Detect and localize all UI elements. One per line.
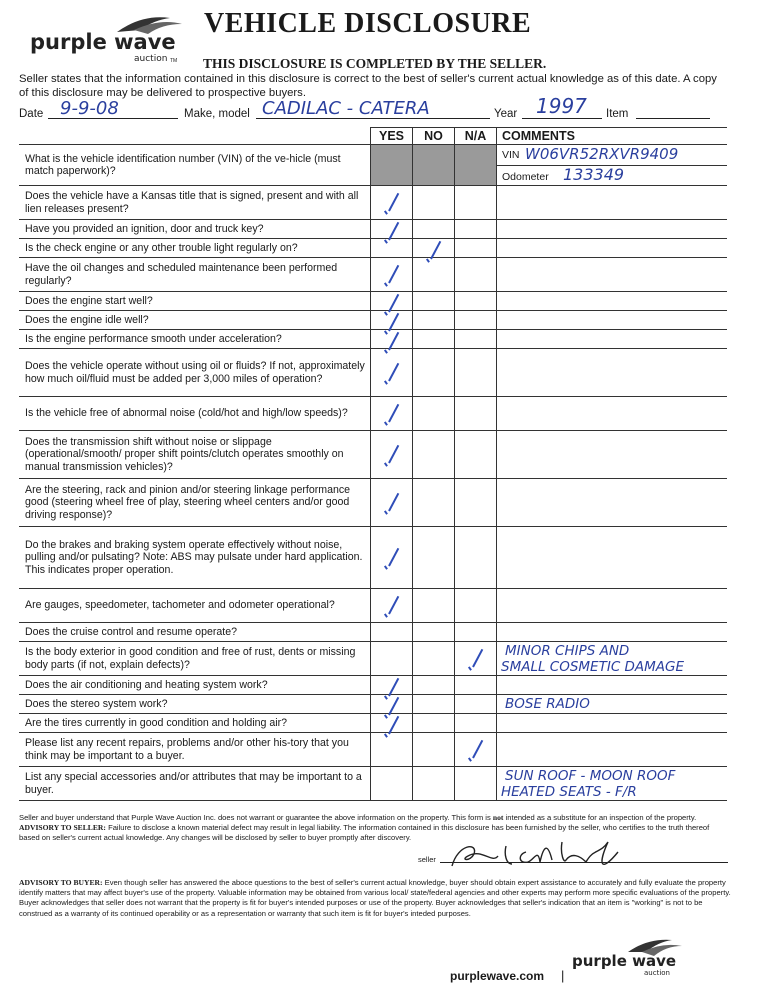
- buyer-disclaimer: ADVISORY TO BUYER: Even though seller has answered the aboce questions to the best of seller's current actual knowledge, buyer should obtain expert assistance to accurately and fully evaluate the property identify matters that may affect buyer's use of the property. Valuable information may be obtained from various local/ state/federal agencies and other experts may perform more specific evaluations of the property. Buyer acknowledges that seller does not warrant that the property is fit for buyer's intended purposes or use of the property. Buyer acknowledges that seller's indication that an item is "working" is not to be construed as a warranty of its continued operability or as a representation or warranty that such item is fit for buyer's inteded purposes.: [19, 878, 731, 918]
- answer-no[interactable]: [413, 330, 455, 349]
- comment-text: MINOR CHIPS AND: [505, 642, 630, 659]
- table-row: [19, 311, 727, 330]
- header-comments: COMMENTS: [497, 128, 728, 145]
- answer-no[interactable]: [413, 145, 455, 186]
- checkmark-icon: [385, 404, 395, 422]
- comment-text-line2: HEATED SEATS - F/R: [501, 783, 637, 800]
- answer-yes[interactable]: [371, 311, 413, 330]
- comment-cell[interactable]: [497, 258, 728, 292]
- checkmark-icon: [385, 716, 395, 734]
- checkmark-icon: [427, 241, 437, 259]
- checkmark-icon: [469, 649, 479, 667]
- answer-na[interactable]: [455, 767, 497, 801]
- page-title: VEHICLE DISCLOSURE: [204, 8, 532, 39]
- answer-no[interactable]: [413, 642, 455, 676]
- year-value: 1997: [536, 94, 587, 118]
- table-row: [19, 349, 727, 397]
- question-text: Does the transmission shift without noise or slippage (operational/smooth/ proper shift points/clutch operates smoothly on manual transmission vehicles)?: [19, 431, 371, 479]
- table-row: [19, 258, 727, 292]
- checkmark-icon: [385, 222, 395, 240]
- question-text: Is the body exterior in good condition and free of rust, dents or missing body parts (if not, explain defects)?: [19, 642, 371, 676]
- checkmark-icon: [385, 332, 395, 350]
- answer-yes[interactable]: [371, 733, 413, 767]
- answer-yes[interactable]: [371, 527, 413, 589]
- question-text: Have you provided an ignition, door and truck key?: [19, 220, 371, 239]
- question-text: Have the oil changes and scheduled maintenance been performed regularly?: [19, 258, 371, 292]
- answer-na[interactable]: [455, 676, 497, 695]
- answer-yes[interactable]: [371, 258, 413, 292]
- comment-cell[interactable]: [497, 733, 728, 767]
- answer-no[interactable]: [413, 397, 455, 431]
- checkmark-icon: [385, 678, 395, 696]
- comment-cell[interactable]: [497, 145, 728, 186]
- year-label: Year: [494, 108, 518, 120]
- answer-na[interactable]: [455, 397, 497, 431]
- answer-yes[interactable]: [371, 431, 413, 479]
- comment-cell[interactable]: [497, 431, 728, 479]
- answer-na[interactable]: [455, 220, 497, 239]
- answer-no[interactable]: [413, 239, 455, 258]
- answer-no[interactable]: [413, 733, 455, 767]
- intro-text: Seller states that the information contained in this disclosure is correct to the best of seller's current actual knowledge as of this date. A copy of this disclosure may be delivered to prospective buyers.: [19, 73, 717, 99]
- answer-na[interactable]: [455, 186, 497, 220]
- answer-na[interactable]: [455, 642, 497, 676]
- comment-cell[interactable]: [497, 527, 728, 589]
- answer-yes[interactable]: [371, 589, 413, 623]
- answer-no[interactable]: [413, 676, 455, 695]
- table-row: [19, 623, 727, 642]
- table-header-row: [19, 128, 727, 145]
- question-text: Does the vehicle operate without using oil or fluids? If not, approximately how much oil/fluid must be added per 3,000 miles of operation?: [19, 349, 371, 397]
- header-na: N/A: [455, 128, 497, 145]
- purple-wave-logo: [22, 12, 192, 64]
- answer-na[interactable]: [455, 330, 497, 349]
- footer-logo-name: purple wave: [572, 952, 677, 970]
- comment-cell[interactable]: [497, 767, 728, 801]
- seller-signature: [448, 834, 648, 874]
- question-text: Is the check engine or any other trouble light regularly on?: [19, 239, 371, 258]
- question-text: Please list any recent repairs, problems and/or other his-tory that you think may be important to a buyer.: [19, 733, 371, 767]
- comment-cell[interactable]: [497, 292, 728, 311]
- question-text: Is the engine performance smooth under acceleration?: [19, 330, 371, 349]
- seller-label: seller: [418, 855, 436, 864]
- question-text: Are gauges, speedometer, tachometer and odometer operational?: [19, 589, 371, 623]
- logo-tm: TM: [170, 58, 178, 64]
- odometer-label: Odometer: [502, 171, 549, 183]
- comment-cell[interactable]: [497, 397, 728, 431]
- disclosure-table: [19, 127, 727, 801]
- question-text: Are the steering, rack and pinion and/or steering linkage performance good (steering wheel free of play, steering wheel centers and/or good driving response)?: [19, 479, 371, 527]
- table-row: [19, 431, 727, 479]
- answer-na[interactable]: [455, 589, 497, 623]
- checkmark-icon: [385, 445, 395, 463]
- table-row: [19, 642, 727, 676]
- answer-no[interactable]: [413, 349, 455, 397]
- answer-na[interactable]: [455, 292, 497, 311]
- table-row: [19, 479, 727, 527]
- comment-cell[interactable]: [497, 311, 728, 330]
- date-label: Date: [19, 108, 44, 120]
- question-text: Are the tires currently in good condition and holding air?: [19, 714, 371, 733]
- answer-no[interactable]: [413, 714, 455, 733]
- answer-no[interactable]: [413, 311, 455, 330]
- answer-no[interactable]: [413, 292, 455, 311]
- answer-no[interactable]: [413, 767, 455, 801]
- comment-cell[interactable]: [497, 239, 728, 258]
- answer-yes[interactable]: [371, 767, 413, 801]
- table-row: [19, 330, 727, 349]
- table-row: [19, 589, 727, 623]
- checkmark-icon: [385, 548, 395, 566]
- make-model-value: CADILAC - CATERA: [262, 98, 430, 119]
- header-yes: YES: [371, 128, 413, 145]
- answer-yes[interactable]: [371, 676, 413, 695]
- answer-na[interactable]: [455, 349, 497, 397]
- question-text: List any special accessories and/or attributes that may be important to a buyer.: [19, 767, 371, 801]
- footer-logo: [568, 936, 688, 980]
- checkmark-icon: [385, 265, 395, 283]
- comment-cell[interactable]: [497, 589, 728, 623]
- checkmark-icon: [385, 363, 395, 381]
- answer-yes[interactable]: [371, 349, 413, 397]
- answer-na[interactable]: [455, 695, 497, 714]
- table-row: [19, 767, 727, 801]
- answer-no[interactable]: [413, 527, 455, 589]
- logo-name: purple wave: [30, 30, 176, 54]
- footer-logo-sub: auction: [644, 969, 670, 977]
- table-row: [19, 676, 727, 695]
- answer-no[interactable]: [413, 186, 455, 220]
- advisory-buyer-label: ADVISORY TO BUYER:: [19, 878, 103, 887]
- comment-text: BOSE RADIO: [505, 696, 590, 712]
- answer-na[interactable]: [455, 239, 497, 258]
- answer-no[interactable]: [413, 589, 455, 623]
- question-text: Does the vehicle have a Kansas title that is signed, present and with all lien releases present?: [19, 186, 371, 220]
- item-label: Item: [606, 108, 629, 120]
- checkmark-icon: [385, 596, 395, 614]
- comment-cell[interactable]: [497, 479, 728, 527]
- answer-na[interactable]: [455, 714, 497, 733]
- answer-yes[interactable]: [371, 623, 413, 642]
- answer-na[interactable]: [455, 431, 497, 479]
- answer-no[interactable]: [413, 479, 455, 527]
- comment-cell[interactable]: [497, 714, 728, 733]
- logo-sub: auction: [134, 54, 168, 64]
- table-row: [19, 220, 727, 239]
- answer-no[interactable]: [413, 220, 455, 239]
- answer-na[interactable]: [455, 479, 497, 527]
- answer-yes[interactable]: [371, 642, 413, 676]
- comment-cell[interactable]: [497, 642, 728, 676]
- checkmark-icon: [469, 740, 479, 758]
- question-text: Does the cruise control and resume operate?: [19, 623, 371, 642]
- question-text: Is the vehicle free of abnormal noise (cold/hot and high/low speeds)?: [19, 397, 371, 431]
- answer-yes[interactable]: [371, 479, 413, 527]
- checkmark-icon: [385, 193, 395, 211]
- question-text: Does the air conditioning and heating system work?: [19, 676, 371, 695]
- checkmark-icon: [385, 294, 395, 312]
- seller-disclaimer: Seller and buyer understand that Purple Wave Auction Inc. does not warrant or guarantee the above information on the property. This form is not intended as a substitute for an inspection of the property. ADVISORY TO SELLER: Failure to disclose a known material defect may result in legal liability. The information contained in this disclosure has been furnished by the seller, who certifies to the truth thereof based on seller's current actual knowledge. Any changes will be disclosed by seller to buyer promptly after discovery.: [19, 813, 710, 843]
- checkmark-icon: [385, 313, 395, 331]
- checkmark-icon: [385, 697, 395, 715]
- question-text: Does the engine idle well?: [19, 311, 371, 330]
- answer-yes[interactable]: [371, 695, 413, 714]
- comment-cell[interactable]: [497, 695, 728, 714]
- answer-yes[interactable]: [371, 292, 413, 311]
- advisory-seller-label: ADVISORY TO SELLER:: [19, 823, 106, 833]
- answer-yes[interactable]: [371, 714, 413, 733]
- header-no: NO: [413, 128, 455, 145]
- table-row: [19, 186, 727, 220]
- comment-cell[interactable]: [497, 676, 728, 695]
- answer-yes[interactable]: [371, 330, 413, 349]
- answer-yes[interactable]: [371, 145, 413, 186]
- answer-na[interactable]: [455, 258, 497, 292]
- table-row: [19, 527, 727, 589]
- answer-yes[interactable]: [371, 397, 413, 431]
- comment-cell[interactable]: [497, 220, 728, 239]
- comment-cell[interactable]: [497, 186, 728, 220]
- vin-value: W06VR52RXVR9409: [525, 145, 679, 163]
- date-value: 9-9-08: [60, 98, 119, 119]
- page-subtitle: THIS DISCLOSURE IS COMPLETED BY THE SELLER.: [203, 56, 547, 71]
- question-text: Do the brakes and braking system operate effectively without noise, pulling and/or pulsating? Note: ABS may pulsate under hard application. This indicates proper operation.: [19, 527, 371, 589]
- answer-na[interactable]: [455, 311, 497, 330]
- answer-yes[interactable]: [371, 220, 413, 239]
- table-row: [19, 397, 727, 431]
- table-row: [19, 695, 727, 714]
- answer-na[interactable]: [455, 733, 497, 767]
- question-text: What is the vehicle identification number (VIN) of the ve-hicle (must match paperwork)?: [19, 145, 371, 186]
- checkmark-icon: [385, 493, 395, 511]
- answer-na[interactable]: [455, 623, 497, 642]
- table-row: [19, 714, 727, 733]
- vin-label: VIN: [502, 149, 520, 161]
- comment-cell[interactable]: [497, 349, 728, 397]
- answer-no[interactable]: [413, 431, 455, 479]
- answer-yes[interactable]: [371, 239, 413, 258]
- answer-no[interactable]: [413, 623, 455, 642]
- question-text: Does the stereo system work?: [19, 695, 371, 714]
- comment-text: SUN ROOF - MOON ROOF: [505, 767, 676, 784]
- comment-cell[interactable]: [497, 623, 728, 642]
- make-model-label: Make, model: [184, 108, 250, 120]
- answer-na[interactable]: [455, 527, 497, 589]
- answer-na[interactable]: [455, 145, 497, 186]
- question-text: Does the engine start well?: [19, 292, 371, 311]
- table-row: [19, 733, 727, 767]
- table-row: [19, 292, 727, 311]
- table-row: [19, 145, 727, 186]
- answer-yes[interactable]: [371, 186, 413, 220]
- answer-no[interactable]: [413, 258, 455, 292]
- footer-separator: |: [561, 968, 565, 983]
- footer-url: purplewave.com: [450, 969, 545, 983]
- odometer-value: 133349: [563, 165, 625, 184]
- answer-no[interactable]: [413, 695, 455, 714]
- comment-cell[interactable]: [497, 330, 728, 349]
- table-row: [19, 239, 727, 258]
- comment-text-line2: SMALL COSMETIC DAMAGE: [501, 658, 685, 675]
